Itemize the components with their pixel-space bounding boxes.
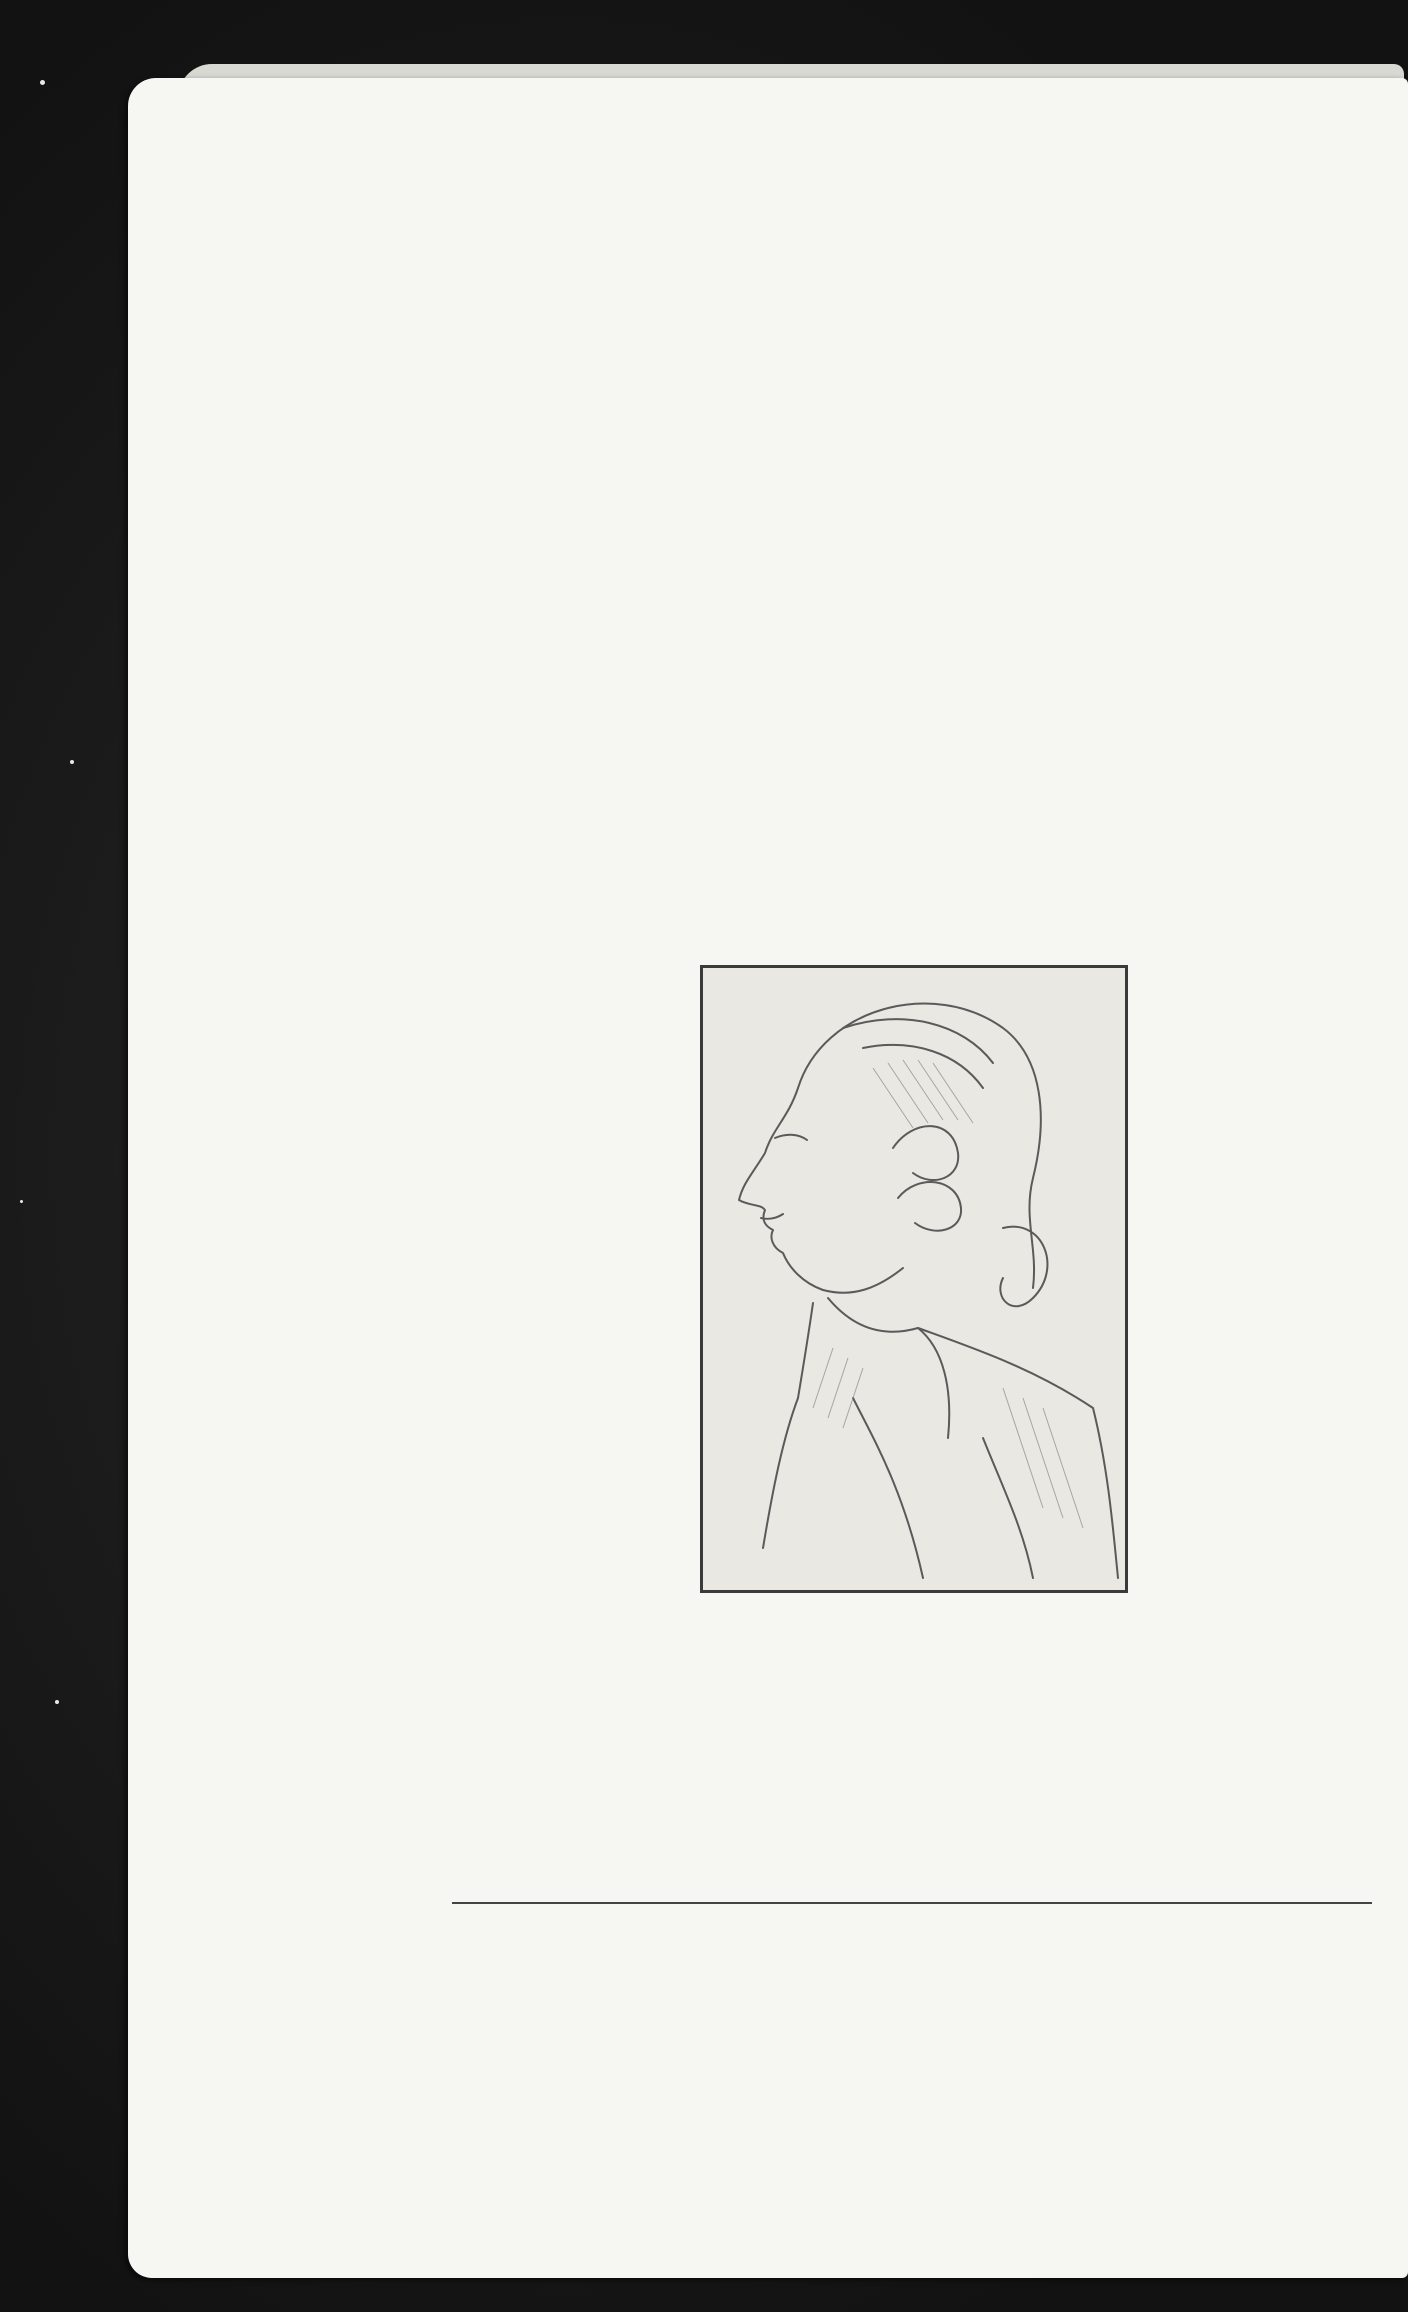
coat-hatching bbox=[813, 1348, 863, 1428]
portrait-sketch bbox=[703, 968, 1125, 1590]
eye bbox=[775, 1135, 807, 1140]
dust-speck bbox=[55, 1700, 59, 1704]
coat-fold bbox=[983, 1438, 1033, 1578]
coat-shoulder bbox=[918, 1328, 1118, 1578]
wig-hatching bbox=[873, 1060, 973, 1128]
dust-speck bbox=[70, 760, 74, 764]
wig-curl-line bbox=[843, 1019, 993, 1063]
footnote bbox=[500, 1910, 506, 1931]
queue-bow bbox=[1000, 1227, 1047, 1307]
wig-curl-line bbox=[863, 1045, 983, 1088]
face-profile bbox=[739, 1088, 823, 1290]
coat-hatching bbox=[1003, 1388, 1083, 1528]
coat-front bbox=[763, 1398, 798, 1548]
dust-speck bbox=[20, 1200, 23, 1203]
coat-fold bbox=[853, 1398, 923, 1578]
jaw-line bbox=[823, 1268, 903, 1293]
wig-outline bbox=[798, 1004, 1041, 1288]
dust-speck bbox=[40, 80, 45, 85]
collar-left bbox=[798, 1303, 813, 1398]
ear-curl bbox=[893, 1126, 958, 1180]
wig-side-curl bbox=[898, 1182, 961, 1231]
running-head bbox=[452, 296, 1372, 336]
portrait-illustration bbox=[700, 965, 1128, 1593]
footnote-rule bbox=[452, 1902, 1372, 1904]
